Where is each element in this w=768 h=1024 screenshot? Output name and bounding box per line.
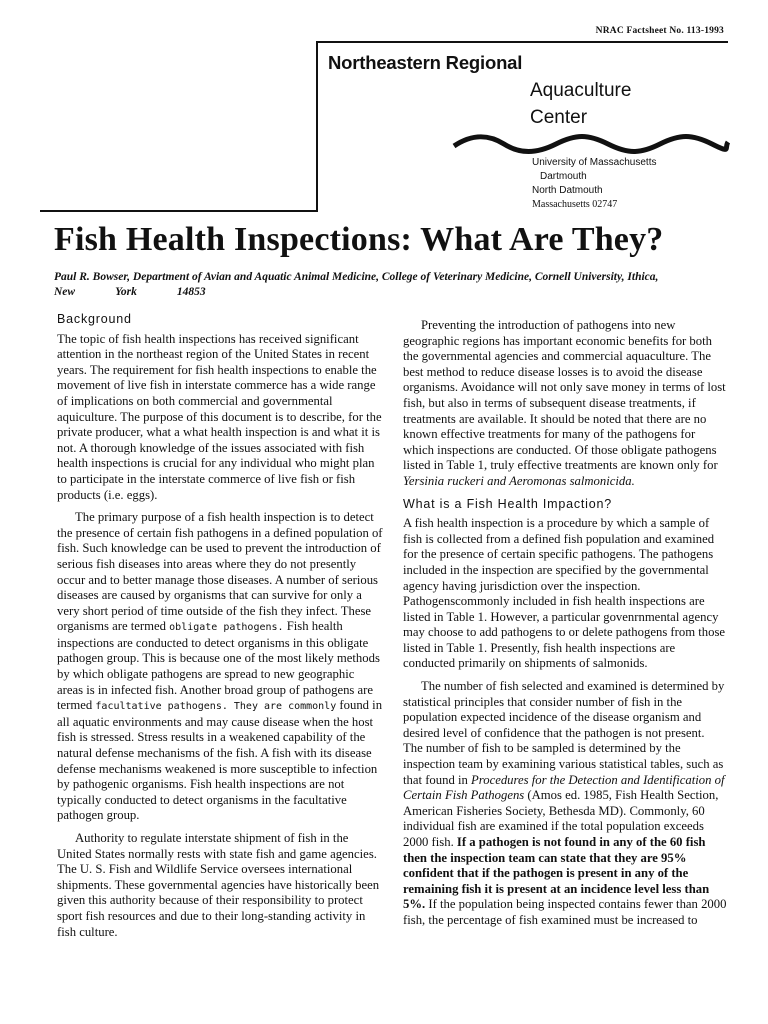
right-p1-text: Preventing the introduction of pathogens into new geographic regions has important economic benefits for both the governmental agencies and commercial aquaculture. The best method to reduce disease losses is to avoid the disease organisms. Avoidance will not only save money in terms of lost fish, but also in terms of subsequent disease treatments, if treatments are available. It should be noted that there are no known effective treatments for many of the pathogens for which inspections are conducted. Of those obligate pathogens listed in Table 1, truly effective treatments are known only for <box>403 318 726 473</box>
factsheet-number: NRAC Factsheet No. 113-1993 <box>595 26 724 36</box>
header-vertical-rule <box>316 41 318 211</box>
left-paragraph-3: Authority to regulate interstate shipment of fish in the United States normally rests with state fish and game agencies. The U. S. Fish and Wildlife Service oversees international shipments. These governmental agencies have historically been given this authority because of their responsibility to protect sport fish resources and due to their long-standing activity in fish culture. <box>57 831 380 939</box>
left-paragraph-2 <box>57 510 383 824</box>
left-p2-text-b: Fish health inspections are conducted to detect organisms in this obligate pathogen group. This is because one of the most likely methods by which obligate pathogens are spread to new geographic areas is in infected fish. Another broad group of pathogens are termed <box>57 619 380 713</box>
page-title: Fish Health Inspections: What Are They? <box>54 221 664 258</box>
right-paragraph-2: A fish health inspection is a procedure by which a sample of fish is collected from a defined fish population and examined for the presence of certain specific pathogens. The pathogens included in the inspection are specified by the governmental agency having jurisdiction over the inspection. Pathogenscommonly included in fish health inspections are listed in Table 1. However, a particular govenrnmental agency may choose to add pathogens to or delete pathogens from those listed in Table 1. Presently, fish health inspections are conducted primarily on shipments of salmonids. <box>403 516 726 671</box>
author-line1: Paul R. Bowser, Department of Avian and Aquatic Animal Medicine, College of Veterinary Medicine, Cornell University, Ithica, <box>54 271 659 283</box>
address-line4: Massachusetts 02747 <box>532 199 618 210</box>
heading-background: Background <box>57 312 132 326</box>
right-p3-text-a: The number of fish selected and examined is determined by statistical principles that consider number of fish in the population expected incidence of the disease organism and desired level of confidence that the pathogen is not present. The number of fish to be sampled is determined by the inspection team by examining various statistical tables, such as that found in <box>403 679 725 787</box>
right-paragraph-1 <box>403 318 727 490</box>
right-p3-text-b: (Amos ed. 1985, Fish Health Section, American Fisheries Society, Bethesda MD). Commonly, 60 individual fish are examined if the total population exceeds 2000 fish. <box>403 788 719 849</box>
address-line2: Dartmouth <box>540 171 587 182</box>
header-bottom-rule <box>40 210 318 212</box>
left-p2-text-c: found in all aquatic environments and may cause disease when the host fish is stressed. Stress results in a weakened capability of the natural defense mechanisms of the fish. A fish with its disease defense mechanisms weakened is more susceptible to infection by pathogenic organisms. Fish health inspections are not typically conducted to detect organisms in the facultative pathogen group. <box>57 698 383 823</box>
org-name-line3: Center <box>530 107 588 128</box>
term-obligate-pathogens: obligate pathogens. <box>169 622 284 634</box>
reference-title: Procedures for the Detection and Identification of Certain Fish Pathogens <box>403 772 725 803</box>
left-paragraph-1: The topic of fish health inspections has received significant attention in the northeast region of the United States in recent years. The requirement for fish health inspections to enable the movement of live fish in interstate commerce has a wide range of implications on both commercial and governmental aquiculture. The purpose of this document is to describe, for the private producer, what a what health inspection is and what it is not. A thorough knowledge of the issues associated with fish health inspections is crucial for any individual who might plan to participate in the interstate commerce of live fish or fish products (i.e. eggs). <box>57 331 382 502</box>
heading-what-is-inspection: What is a Fish Health Impaction? <box>403 496 613 511</box>
right-paragraph-3 <box>403 679 727 929</box>
header-top-rule <box>318 41 728 43</box>
author-zip: 14853 <box>176 286 206 298</box>
author-byline <box>54 270 724 300</box>
address-line1: University of Massachusetts <box>532 157 657 168</box>
address-line3: North Datmouth <box>532 185 603 196</box>
left-column <box>57 312 383 947</box>
author-city: York <box>115 286 137 298</box>
address-block <box>532 156 657 212</box>
author-state: New <box>54 286 76 298</box>
org-name-line2: Aquaculture <box>530 80 632 101</box>
species-names: Yersinia ruckeri and Aeromonas salmonicida. <box>403 473 635 488</box>
left-p2-text-a: The primary purpose of a fish health inspection is to detect the presence of certain fish pathogens in a defined population of fish. Such knowledge can be used to prevent the introduction of serious fish diseases into areas where they do not presently occur and to better manage those diseases. A number of serious diseases are caused by organisms that can survive for only a very short period of time outside of the fish they infect. These organisms are termed <box>57 510 383 634</box>
org-name-bold: Northeastern Regional <box>328 52 523 73</box>
confidence-statement: If a pathogen is not found in any of the 60 fish then the inspection team can state that they are 95% confident that if the pathogen is present in any of the remaining fish it is present at an incidence level less than 5%. <box>403 835 710 912</box>
right-column <box>403 318 727 936</box>
wave-logo-icon <box>452 132 730 154</box>
right-p3-text-c: If the population being inspected contains fewer than 2000 fish, the percentage of fish examined must be increased to <box>403 897 727 927</box>
term-facultative-pathogens: facultative pathogens. They are commonly <box>95 701 337 713</box>
